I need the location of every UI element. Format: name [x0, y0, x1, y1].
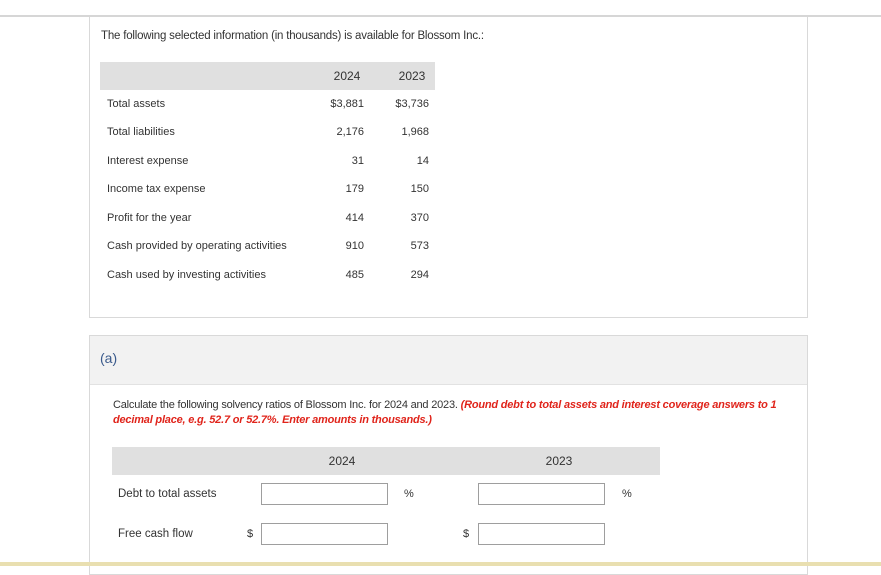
value-2024: 485 [345, 269, 364, 281]
value-2023: $3,736 [395, 98, 429, 110]
data-row-operating-cash [0, 240, 881, 258]
value-2024: $3,881 [330, 98, 364, 110]
percent-unit-2024: % [404, 488, 414, 500]
row-label: Income tax expense [107, 183, 206, 195]
data-row-total-assets [0, 98, 881, 116]
free-cash-flow-label: Free cash flow [118, 528, 193, 540]
value-2023: 573 [410, 240, 429, 252]
value-2024: 414 [345, 212, 364, 224]
free-cash-flow-2024-input[interactable] [261, 523, 388, 545]
value-2024: 179 [345, 183, 364, 195]
value-2024: 2,176 [336, 126, 364, 138]
percent-unit-2023: % [622, 488, 632, 500]
dollar-sign-2024: $ [247, 528, 254, 540]
row-label: Total assets [107, 98, 166, 110]
value-2023: 150 [410, 183, 429, 195]
free-cash-flow-2023-input[interactable] [478, 523, 605, 545]
data-row-income-tax-expense [0, 183, 881, 201]
rounding-note: (Round debt to total assets and interest coverage answers to 1 decimal place, e.g. 52.7 or 52.7%. Enter amounts in thousands.) [113, 399, 777, 426]
data-row-profit [0, 212, 881, 230]
dollar-sign-2023: $ [463, 528, 470, 540]
data-row-interest-expense [0, 155, 881, 173]
debt-to-total-assets-label: Debt to total assets [118, 488, 217, 500]
answer-col-2023: 2023 [545, 454, 573, 468]
data-row-total-liabilities [0, 126, 881, 144]
value-2024: 31 [351, 155, 364, 167]
value-2023: 370 [410, 212, 429, 224]
value-2024: 910 [345, 240, 364, 252]
value-2023: 14 [416, 155, 429, 167]
debt-to-total-assets-2024-input[interactable] [261, 483, 388, 505]
row-label: Cash used by investing activities [107, 269, 266, 281]
instruction-text [113, 398, 793, 428]
data-col-2023: 2023 [398, 69, 426, 83]
debt-to-total-assets-2023-input[interactable] [478, 483, 605, 505]
data-table-header [100, 62, 435, 90]
row-label: Cash provided by operating activities [107, 240, 287, 252]
bottom-divider [0, 562, 881, 566]
answer-col-2024: 2024 [328, 454, 356, 468]
value-2023: 1,968 [401, 126, 429, 138]
instruction-main: Calculate the following solvency ratios of Blossom Inc. for 2024 and 2023. [113, 399, 458, 411]
row-label: Total liabilities [107, 126, 175, 138]
intro-text: The following selected information (in thousands) is available for Blossom Inc.: [101, 30, 484, 42]
question-header [90, 336, 807, 385]
row-label: Profit for the year [107, 212, 192, 224]
part-label: (a) [100, 350, 118, 366]
value-2023: 294 [410, 269, 429, 281]
row-label: Interest expense [107, 155, 189, 167]
data-col-2024: 2024 [333, 69, 361, 83]
data-row-investing-cash [0, 269, 881, 287]
